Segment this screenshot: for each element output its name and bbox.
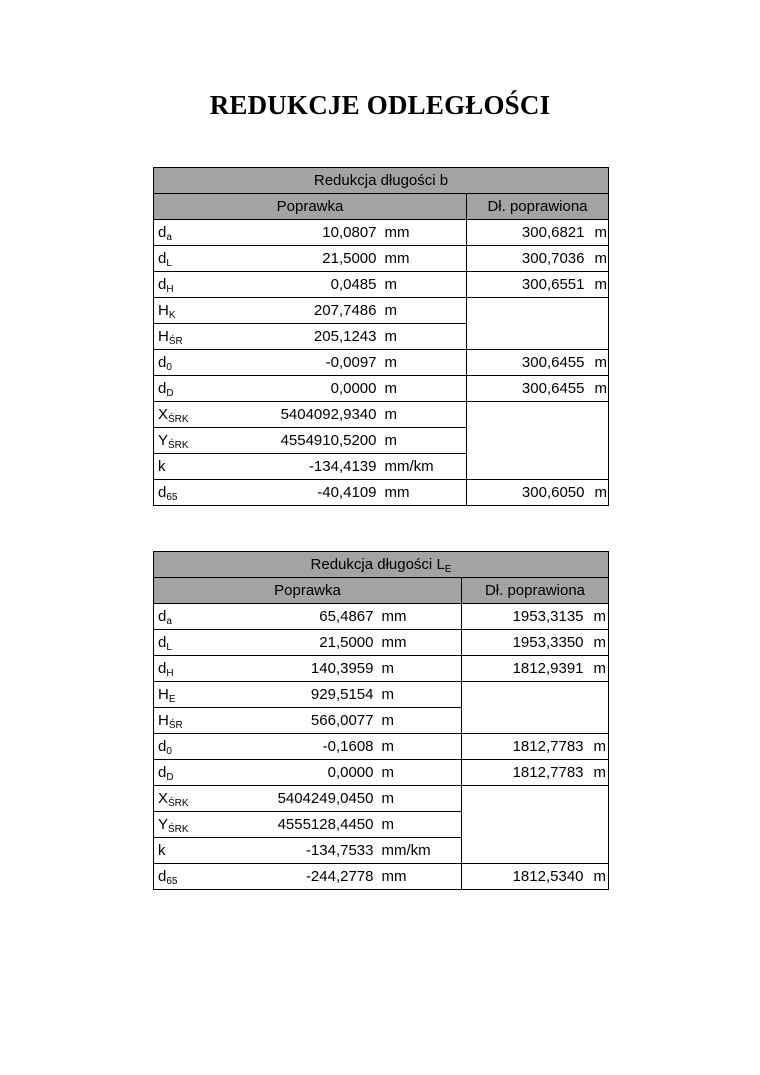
symbol-cell: $d_D$ <box>154 376 199 402</box>
correction-unit: m <box>382 760 462 786</box>
table-row <box>154 402 609 428</box>
symbol-cell: $d_L$ <box>154 246 199 272</box>
column-header-row <box>154 578 609 604</box>
table-row <box>154 708 609 734</box>
header-correction: Poprawka <box>154 578 462 604</box>
corrected-length-unit: m <box>588 734 609 760</box>
table-row <box>154 298 609 324</box>
empty-cell <box>462 838 609 864</box>
empty-cell <box>467 428 609 454</box>
correction-unit: m <box>382 812 462 838</box>
correction-unit: m <box>385 376 467 402</box>
correction-unit: m <box>385 428 467 454</box>
correction-unit: m <box>382 708 462 734</box>
correction-value: 21,5000 <box>199 630 382 656</box>
correction-unit: m <box>385 350 467 376</box>
table-body <box>154 220 609 506</box>
correction-value: -244,2778 <box>199 864 382 890</box>
correction-unit: mm <box>382 630 462 656</box>
correction-value: 0,0000 <box>199 376 385 402</box>
correction-unit: m <box>385 298 467 324</box>
corrected-length-unit: m <box>588 630 609 656</box>
correction-unit: mm <box>385 246 467 272</box>
symbol-cell: k <box>154 838 199 864</box>
correction-unit: mm <box>385 480 467 506</box>
correction-unit: m <box>385 402 467 428</box>
symbol-cell: $H_{ŚR}$ <box>154 324 199 350</box>
table-caption: Redukcja długości $L_E$ <box>154 552 609 578</box>
corrected-length-unit: m <box>589 272 609 298</box>
symbol-cell: $H_K$ <box>154 298 199 324</box>
correction-unit: m <box>382 682 462 708</box>
correction-unit: mm/km <box>382 838 462 864</box>
table-row <box>154 682 609 708</box>
table-row <box>154 838 609 864</box>
correction-unit: m <box>385 272 467 298</box>
table-row <box>154 246 609 272</box>
table-row <box>154 454 609 480</box>
correction-unit: mm <box>385 220 467 246</box>
correction-unit: mm <box>382 604 462 630</box>
table-row <box>154 864 609 890</box>
symbol-cell: $d_H$ <box>154 272 199 298</box>
correction-value: 65,4867 <box>199 604 382 630</box>
empty-cell <box>462 786 609 812</box>
table-row <box>154 656 609 682</box>
correction-value: 140,3959 <box>199 656 382 682</box>
header-corrected-length: Dł. poprawiona <box>467 194 609 220</box>
table-row <box>154 350 609 376</box>
corrected-length-unit: m <box>588 864 609 890</box>
page-title: REDUKCJE ODLEGŁOŚCI <box>209 90 551 120</box>
reduction-table-le <box>153 551 609 890</box>
symbol-cell: $d_0$ <box>154 734 199 760</box>
corrected-length-value: 300,7036 <box>467 246 589 272</box>
symbol-cell: $d_L$ <box>154 630 199 656</box>
correction-value: 205,1243 <box>199 324 385 350</box>
table-row <box>154 376 609 402</box>
corrected-length-value: 300,6050 <box>467 480 589 506</box>
correction-value: 21,5000 <box>199 246 385 272</box>
corrected-length-value: 1812,7783 <box>462 760 588 786</box>
empty-cell <box>467 324 609 350</box>
corrected-length-value: 300,6551 <box>467 272 589 298</box>
symbol-cell: $H_{ŚR}$ <box>154 708 199 734</box>
symbol-cell: $X_{ŚRK}$ <box>154 786 199 812</box>
correction-value: 4555128,4450 <box>199 812 382 838</box>
corrected-length-unit: m <box>589 220 609 246</box>
table-row <box>154 272 609 298</box>
correction-value: 5404249,0450 <box>199 786 382 812</box>
correction-unit: m <box>385 324 467 350</box>
corrected-length-unit: m <box>589 350 609 376</box>
table-row <box>154 428 609 454</box>
symbol-cell: $X_{ŚRK}$ <box>154 402 199 428</box>
empty-cell <box>462 812 609 838</box>
corrected-length-value: 1953,3350 <box>462 630 588 656</box>
column-header-row <box>154 194 609 220</box>
symbol-cell: $d_D$ <box>154 760 199 786</box>
symbol-cell: $d_{65}$ <box>154 864 199 890</box>
correction-value: -134,7533 <box>199 838 382 864</box>
empty-cell <box>462 708 609 734</box>
table-caption: Redukcja długości b <box>154 168 609 194</box>
reduction-table-b <box>153 167 609 506</box>
table-row <box>154 604 609 630</box>
table-row <box>154 630 609 656</box>
symbol-cell: $d_{65}$ <box>154 480 199 506</box>
corrected-length-value: 1953,3135 <box>462 604 588 630</box>
correction-value: -0,1608 <box>199 734 382 760</box>
symbol-cell: $d_a$ <box>154 220 199 246</box>
correction-value: 207,7486 <box>199 298 385 324</box>
correction-unit: mm/km <box>385 454 467 480</box>
symbol-cell: $Y_{ŚRK}$ <box>154 428 199 454</box>
table-caption-row <box>154 552 609 578</box>
table-caption-row <box>154 168 609 194</box>
correction-value: 0,0000 <box>199 760 382 786</box>
correction-unit: m <box>382 656 462 682</box>
header-corrected-length: Dł. poprawiona <box>462 578 609 604</box>
empty-cell <box>467 454 609 480</box>
corrected-length-unit: m <box>588 604 609 630</box>
corrected-length-unit: m <box>589 246 609 272</box>
corrected-length-unit: m <box>588 760 609 786</box>
table-row <box>154 812 609 838</box>
corrected-length-value: 1812,9391 <box>462 656 588 682</box>
table-row <box>154 760 609 786</box>
empty-cell <box>467 298 609 324</box>
corrected-length-unit: m <box>588 656 609 682</box>
correction-unit: mm <box>382 864 462 890</box>
table-body <box>154 604 609 890</box>
corrected-length-unit: m <box>589 480 609 506</box>
corrected-length-value: 1812,7783 <box>462 734 588 760</box>
table-row <box>154 220 609 246</box>
table-row <box>154 324 609 350</box>
correction-value: 0,0485 <box>199 272 385 298</box>
correction-unit: m <box>382 786 462 812</box>
correction-value: 929,5154 <box>199 682 382 708</box>
table-row <box>154 734 609 760</box>
correction-value: 5404092,9340 <box>199 402 385 428</box>
empty-cell <box>462 682 609 708</box>
correction-value: -40,4109 <box>199 480 385 506</box>
symbol-cell: $d_0$ <box>154 350 199 376</box>
correction-unit: m <box>382 734 462 760</box>
symbol-cell: k <box>154 454 199 480</box>
table-row <box>154 786 609 812</box>
corrected-length-value: 1812,5340 <box>462 864 588 890</box>
header-correction: Poprawka <box>154 194 467 220</box>
corrected-length-value: 300,6821 <box>467 220 589 246</box>
correction-value: -0,0097 <box>199 350 385 376</box>
corrected-length-unit: m <box>589 376 609 402</box>
correction-value: 10,0807 <box>199 220 385 246</box>
symbol-cell: $d_H$ <box>154 656 199 682</box>
corrected-length-value: 300,6455 <box>467 376 589 402</box>
symbol-cell: $H_E$ <box>154 682 199 708</box>
table-row <box>154 480 609 506</box>
correction-value: 4554910,5200 <box>199 428 385 454</box>
correction-value: -134,4139 <box>199 454 385 480</box>
empty-cell <box>467 402 609 428</box>
symbol-cell: $d_a$ <box>154 604 199 630</box>
symbol-cell: $Y_{ŚRK}$ <box>154 812 199 838</box>
correction-value: 566,0077 <box>199 708 382 734</box>
corrected-length-value: 300,6455 <box>467 350 589 376</box>
